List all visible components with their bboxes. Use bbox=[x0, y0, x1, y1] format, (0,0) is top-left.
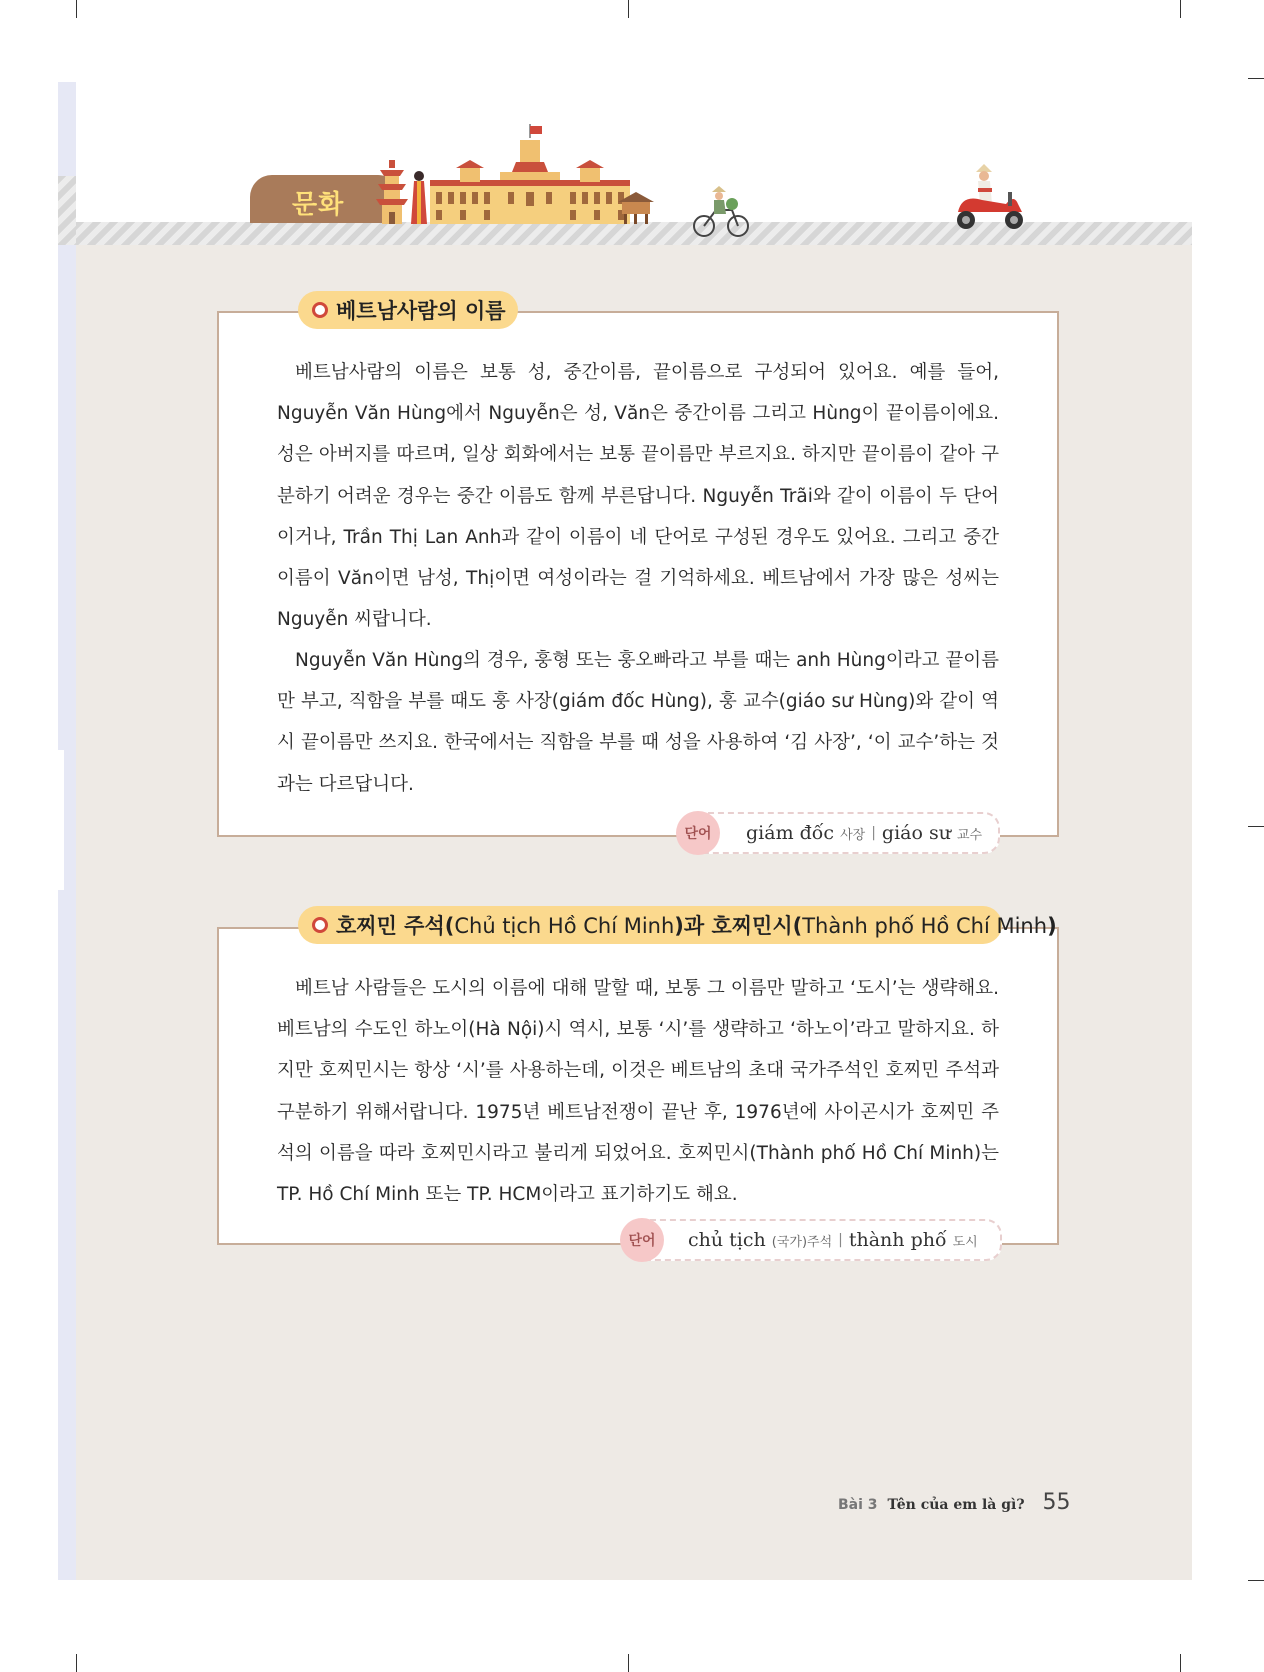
section-title: 베트남사람의 이름 bbox=[336, 299, 506, 323]
crop-mark bbox=[628, 1654, 629, 1672]
vocab-separator: | bbox=[838, 1232, 843, 1248]
crop-mark bbox=[76, 1654, 77, 1672]
header-stripe-left bbox=[58, 176, 76, 245]
vocab-meaning: 사장 bbox=[840, 827, 866, 843]
title-part: Thành phố Hồ Chí Minh bbox=[802, 914, 1048, 938]
vocab-meaning: (국가)주석 bbox=[771, 1234, 833, 1250]
crop-mark bbox=[1248, 826, 1264, 827]
vocab-separator: | bbox=[871, 825, 876, 841]
paragraph: 베트남사람의 이름은 보통 성, 중간이름, 끝이름으로 구성되어 있어요. 예를 들어, Nguyễn Văn Hùng에서 Nguyễn은 성, Văn은 중간이름 그리고 Hùng이 끝이름이에요. 성은 아버지를 따르며, 일상 회화에서는 보통 끝이름만 부르지요. 하지만 끝이름이 같아 구분하기 어려운 경우는 중간 이름도 함께 부른답니다. Nguyễn Trãi와 같이 이름이 두 단어이거나, Trần Thị Lan Anh과 같이 이름이 네 단어로 구성된 경우도 있어요. 그리고 중간이름이 Văn이면 남성, Thị이면 여성이라는 걸 기억하세요. 베트남에서 가장 많은 성씨는 Nguyễn 씨랍니다. bbox=[277, 362, 999, 631]
vocab-word: thành phố bbox=[848, 1229, 947, 1251]
scooter-rider-icon bbox=[952, 164, 1030, 234]
page-footer bbox=[838, 1490, 1071, 1515]
cyclist-icon bbox=[692, 184, 752, 238]
section-title bbox=[336, 910, 1057, 940]
city-hall-icon bbox=[430, 124, 630, 224]
footer-lesson: Bài 3 bbox=[838, 1497, 878, 1513]
vocab-word: chủ tịch bbox=[688, 1229, 766, 1251]
stilt-house-icon bbox=[618, 192, 654, 224]
vocab-meaning: 도시 bbox=[952, 1234, 978, 1250]
vocab-word: giáo sư bbox=[881, 822, 951, 844]
vocab-badge: 단어 bbox=[676, 811, 720, 855]
crop-mark bbox=[1248, 78, 1264, 79]
section-title-pill bbox=[298, 291, 518, 329]
left-margin-notch bbox=[58, 750, 64, 890]
vocab-word: giám đốc bbox=[746, 822, 835, 844]
title-part: ) bbox=[1047, 914, 1057, 938]
paragraph: 베트남 사람들은 도시의 이름에 대해 말할 때, 보통 그 이름만 말하고 ‘도시’는 생략해요. 베트남의 수도인 하노이(Hà Nội)시 역시, 보통 ‘시’를 생략하고 ‘하노이’라고 말하지요. 하지만 호찌민시는 항상 ‘시’를 사용하는데, 이것은 베트남의 초대 국가주석인 호찌민 주석과 구분하기 위해서랍니다. 1975년 베트남전쟁이 끝난 후, 1976년에 사이곤시가 호찌민 주석의 이름을 따라 호찌민시라고 불리게 되었어요. 호찌민시(Thành phố Hồ Chí Minh)는 TP. Hồ Chí Minh 또는 TP. HCM이라고 표기하기도 해요. bbox=[277, 978, 999, 1206]
page-number: 55 bbox=[1042, 1490, 1071, 1515]
crop-mark bbox=[76, 0, 77, 18]
crop-mark bbox=[1180, 1654, 1181, 1672]
vocab-meaning: 교수 bbox=[956, 827, 983, 843]
title-part: )과 호찌민시( bbox=[674, 914, 803, 938]
footer-title: Tên của em là gì? bbox=[887, 1497, 1025, 1513]
paragraph: Nguyễn Văn Hùng의 경우, 훙형 또는 훙오빠라고 부를 때는 anh Hùng이라고 끝이름만 부고, 직함을 부를 때도 훙 사장(giám đốc Hùng), 훙 교수(giáo sư Hùng)와 같이 역시 끝이름만 쓰지요. 한국에서는 직함을 부를 때 성을 사용하여 ‘김 사장’, ‘이 교수’하는 것과는 다르답니다. bbox=[277, 650, 999, 795]
crop-mark bbox=[1248, 1580, 1264, 1581]
crop-mark bbox=[1180, 0, 1181, 18]
woman-ao-dai-icon bbox=[408, 170, 430, 224]
section-tab-label: 문화 bbox=[292, 190, 345, 220]
vocab-box bbox=[640, 1219, 1002, 1261]
vocab-badge: 단어 bbox=[620, 1218, 664, 1262]
crop-mark bbox=[628, 0, 629, 18]
bullet-icon bbox=[312, 917, 328, 933]
section-title-pill bbox=[298, 906, 1057, 944]
vocab-box bbox=[698, 812, 1000, 854]
title-part: Chủ tịch Hồ Chí Minh bbox=[454, 914, 675, 938]
title-part: 호찌민 주석( bbox=[336, 914, 455, 938]
pagoda-icon bbox=[374, 158, 410, 224]
bullet-icon bbox=[312, 302, 328, 318]
